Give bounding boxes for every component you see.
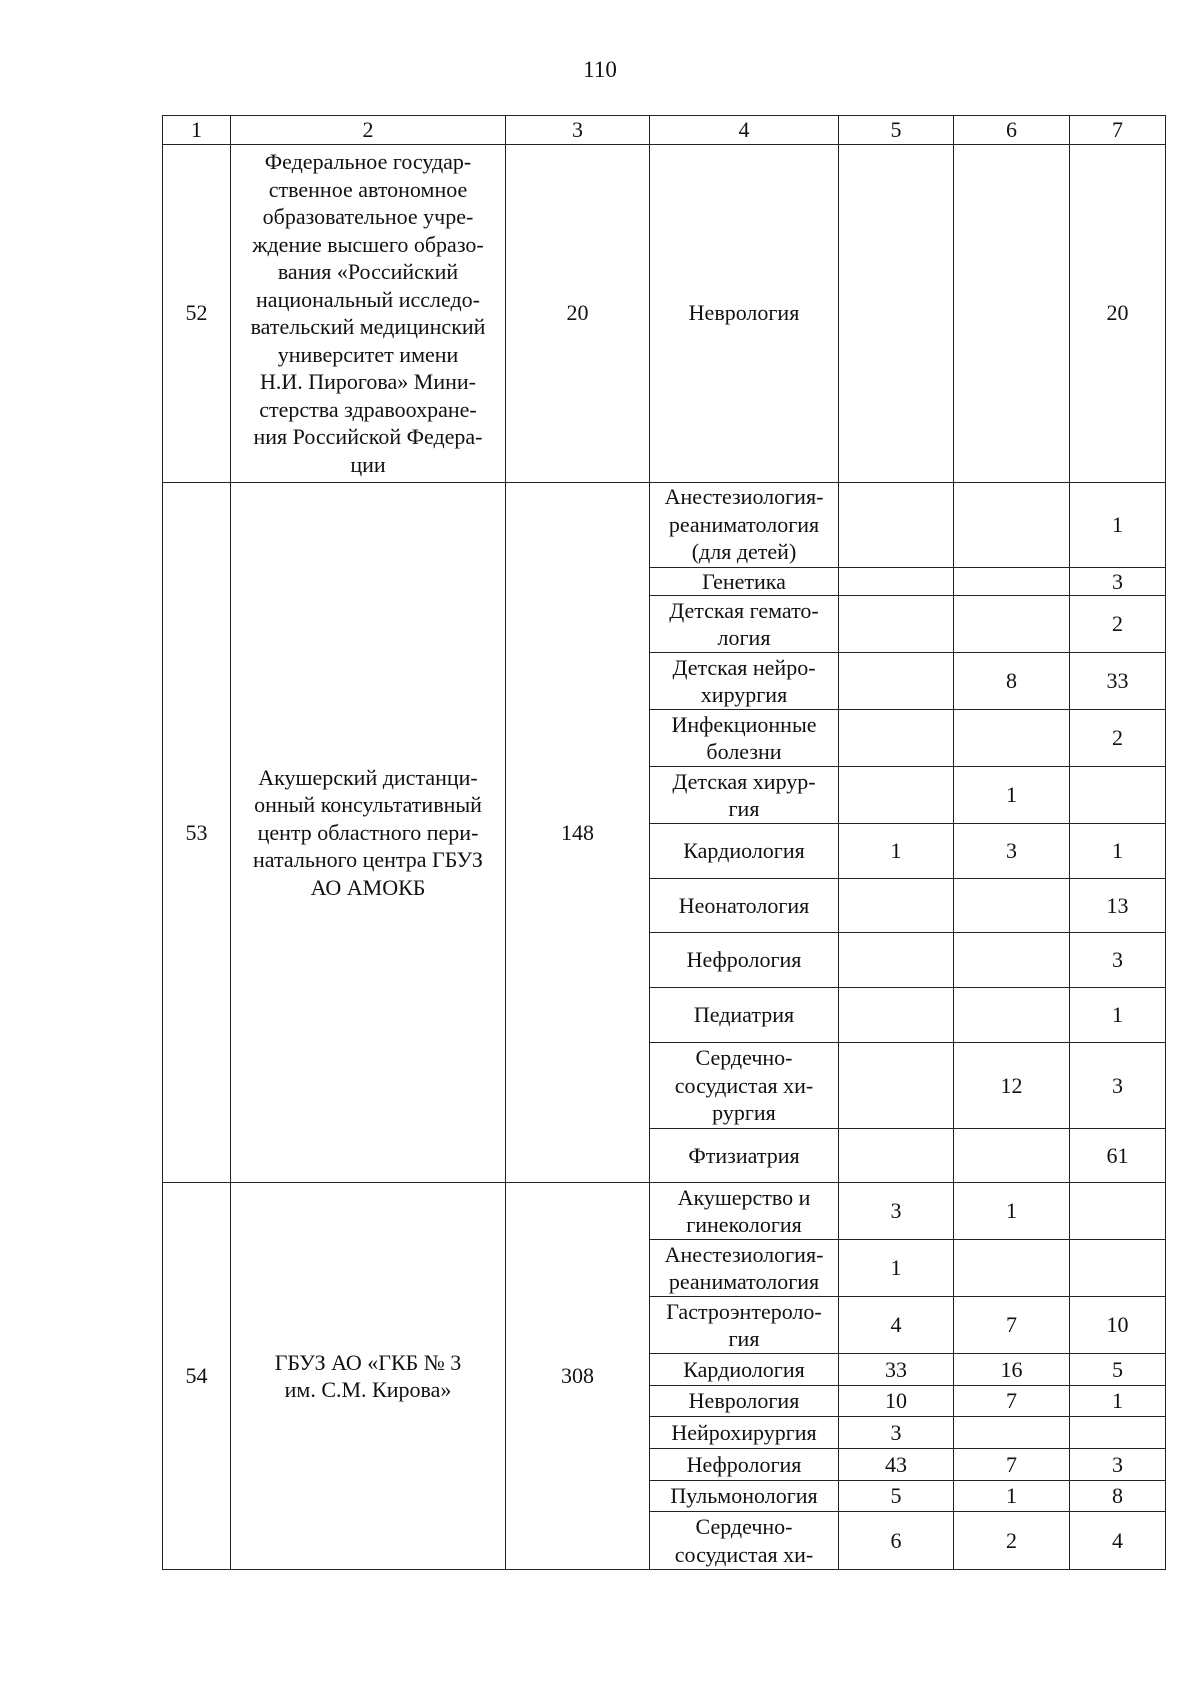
count-col7: 3 bbox=[1070, 567, 1166, 596]
specialty: Сердечно- сосудистая хи- bbox=[650, 1512, 839, 1570]
specialty: Инфекционные болезни bbox=[650, 710, 839, 767]
table-row bbox=[163, 1183, 1166, 1240]
count-col6 bbox=[954, 988, 1070, 1043]
count-col7: 4 bbox=[1070, 1512, 1166, 1570]
count-col7: 13 bbox=[1070, 879, 1166, 933]
count-col7: 3 bbox=[1070, 1449, 1166, 1481]
count-col5: 3 bbox=[839, 1183, 954, 1240]
count-col6: 16 bbox=[954, 1354, 1070, 1386]
count-col5 bbox=[839, 596, 954, 653]
count-col5: 5 bbox=[839, 1481, 954, 1512]
count-col7: 61 bbox=[1070, 1129, 1166, 1183]
consultations-total: 20 bbox=[506, 144, 650, 482]
count-col5: 33 bbox=[839, 1354, 954, 1386]
count-col6: 2 bbox=[954, 1512, 1070, 1570]
count-col7: 5 bbox=[1070, 1354, 1166, 1386]
count-col7 bbox=[1070, 767, 1166, 824]
header-cell: 2 bbox=[231, 116, 506, 145]
count-col5: 6 bbox=[839, 1512, 954, 1570]
specialty: Пульмонология bbox=[650, 1481, 839, 1512]
consultations-total: 148 bbox=[506, 482, 650, 1183]
specialty: Детская гемато- логия bbox=[650, 596, 839, 653]
specialty: Кардиология bbox=[650, 824, 839, 879]
specialty: Детская хирур- гия bbox=[650, 767, 839, 824]
count-col5 bbox=[839, 1129, 954, 1183]
hospital-consultations-table bbox=[162, 115, 1166, 1570]
header-cell: 6 bbox=[954, 116, 1070, 145]
institution-name: ГБУЗ АО «ГКБ № 3 им. С.М. Кирова» bbox=[231, 1183, 506, 1570]
header-cell: 3 bbox=[506, 116, 650, 145]
count-col7 bbox=[1070, 1417, 1166, 1449]
institution-name: Акушерский дистанци- онный консультативный центр областного пери- натального центра ГБУЗ АО АМОКБ bbox=[231, 482, 506, 1183]
specialty: Генетика bbox=[650, 567, 839, 596]
count-col6 bbox=[954, 482, 1070, 567]
count-col7: 3 bbox=[1070, 933, 1166, 988]
count-col5: 10 bbox=[839, 1386, 954, 1417]
count-col6 bbox=[954, 144, 1070, 482]
count-col5: 1 bbox=[839, 824, 954, 879]
count-col5 bbox=[839, 710, 954, 767]
specialty: Педиатрия bbox=[650, 988, 839, 1043]
count-col7 bbox=[1070, 1183, 1166, 1240]
count-col5 bbox=[839, 1043, 954, 1129]
specialty: Неврология bbox=[650, 1386, 839, 1417]
specialty: Неонатология bbox=[650, 879, 839, 933]
count-col7 bbox=[1070, 1240, 1166, 1297]
count-col5 bbox=[839, 482, 954, 567]
count-col7: 1 bbox=[1070, 1386, 1166, 1417]
specialty: Нефрология bbox=[650, 1449, 839, 1481]
count-col5 bbox=[839, 567, 954, 596]
count-col6: 8 bbox=[954, 653, 1070, 710]
table-row bbox=[163, 144, 1166, 482]
count-col6: 7 bbox=[954, 1449, 1070, 1481]
header-cell: 5 bbox=[839, 116, 954, 145]
count-col7: 1 bbox=[1070, 824, 1166, 879]
row-number: 53 bbox=[163, 482, 231, 1183]
header-cell: 4 bbox=[650, 116, 839, 145]
count-col6: 12 bbox=[954, 1043, 1070, 1129]
specialty: Анестезиология- реаниматология (для детей) bbox=[650, 482, 839, 567]
count-col7: 3 bbox=[1070, 1043, 1166, 1129]
count-col6: 7 bbox=[954, 1297, 1070, 1354]
count-col5: 1 bbox=[839, 1240, 954, 1297]
count-col5 bbox=[839, 879, 954, 933]
count-col5: 3 bbox=[839, 1417, 954, 1449]
count-col5: 43 bbox=[839, 1449, 954, 1481]
count-col6: 1 bbox=[954, 1183, 1070, 1240]
count-col7: 10 bbox=[1070, 1297, 1166, 1354]
count-col5 bbox=[839, 767, 954, 824]
count-col7: 1 bbox=[1070, 482, 1166, 567]
count-col6: 7 bbox=[954, 1386, 1070, 1417]
count-col7: 1 bbox=[1070, 988, 1166, 1043]
header-row bbox=[163, 116, 1166, 145]
count-col6 bbox=[954, 567, 1070, 596]
specialty: Акушерство и гинекология bbox=[650, 1183, 839, 1240]
count-col6 bbox=[954, 879, 1070, 933]
institution-name: Федеральное государ- ственное автономное образовательное учре- ждение высшего образо- вания «Российский национальный исследо- вательский медицинский университет имени Н.И. Пирогова» Мини- стерства здравоохране- ния Российской Федера- ции bbox=[231, 144, 506, 482]
count-col5 bbox=[839, 144, 954, 482]
count-col5: 4 bbox=[839, 1297, 954, 1354]
count-col6 bbox=[954, 710, 1070, 767]
count-col6 bbox=[954, 1417, 1070, 1449]
count-col6 bbox=[954, 596, 1070, 653]
count-col7: 33 bbox=[1070, 653, 1166, 710]
specialty: Анестезиология- реаниматология bbox=[650, 1240, 839, 1297]
specialty: Фтизиатрия bbox=[650, 1129, 839, 1183]
specialty: Кардиология bbox=[650, 1354, 839, 1386]
header-cell: 1 bbox=[163, 116, 231, 145]
page-number: 110 bbox=[583, 57, 617, 82]
specialty: Нефрология bbox=[650, 933, 839, 988]
count-col5 bbox=[839, 988, 954, 1043]
count-col7: 2 bbox=[1070, 710, 1166, 767]
count-col6: 1 bbox=[954, 1481, 1070, 1512]
consultations-total: 308 bbox=[506, 1183, 650, 1570]
specialty: Неврология bbox=[650, 144, 839, 482]
count-col6 bbox=[954, 933, 1070, 988]
specialty: Гастроэнтероло- гия bbox=[650, 1297, 839, 1354]
table-row bbox=[163, 482, 1166, 567]
specialty: Сердечно- сосудистая хи- рургия bbox=[650, 1043, 839, 1129]
count-col7: 2 bbox=[1070, 596, 1166, 653]
row-number: 52 bbox=[163, 144, 231, 482]
specialty: Детская нейро- хирургия bbox=[650, 653, 839, 710]
count-col7: 8 bbox=[1070, 1481, 1166, 1512]
count-col5 bbox=[839, 933, 954, 988]
header-cell: 7 bbox=[1070, 116, 1166, 145]
count-col6 bbox=[954, 1129, 1070, 1183]
row-number: 54 bbox=[163, 1183, 231, 1570]
count-col6 bbox=[954, 1240, 1070, 1297]
count-col7: 20 bbox=[1070, 144, 1166, 482]
count-col6: 3 bbox=[954, 824, 1070, 879]
count-col6: 1 bbox=[954, 767, 1070, 824]
specialty: Нейрохирургия bbox=[650, 1417, 839, 1449]
count-col5 bbox=[839, 653, 954, 710]
